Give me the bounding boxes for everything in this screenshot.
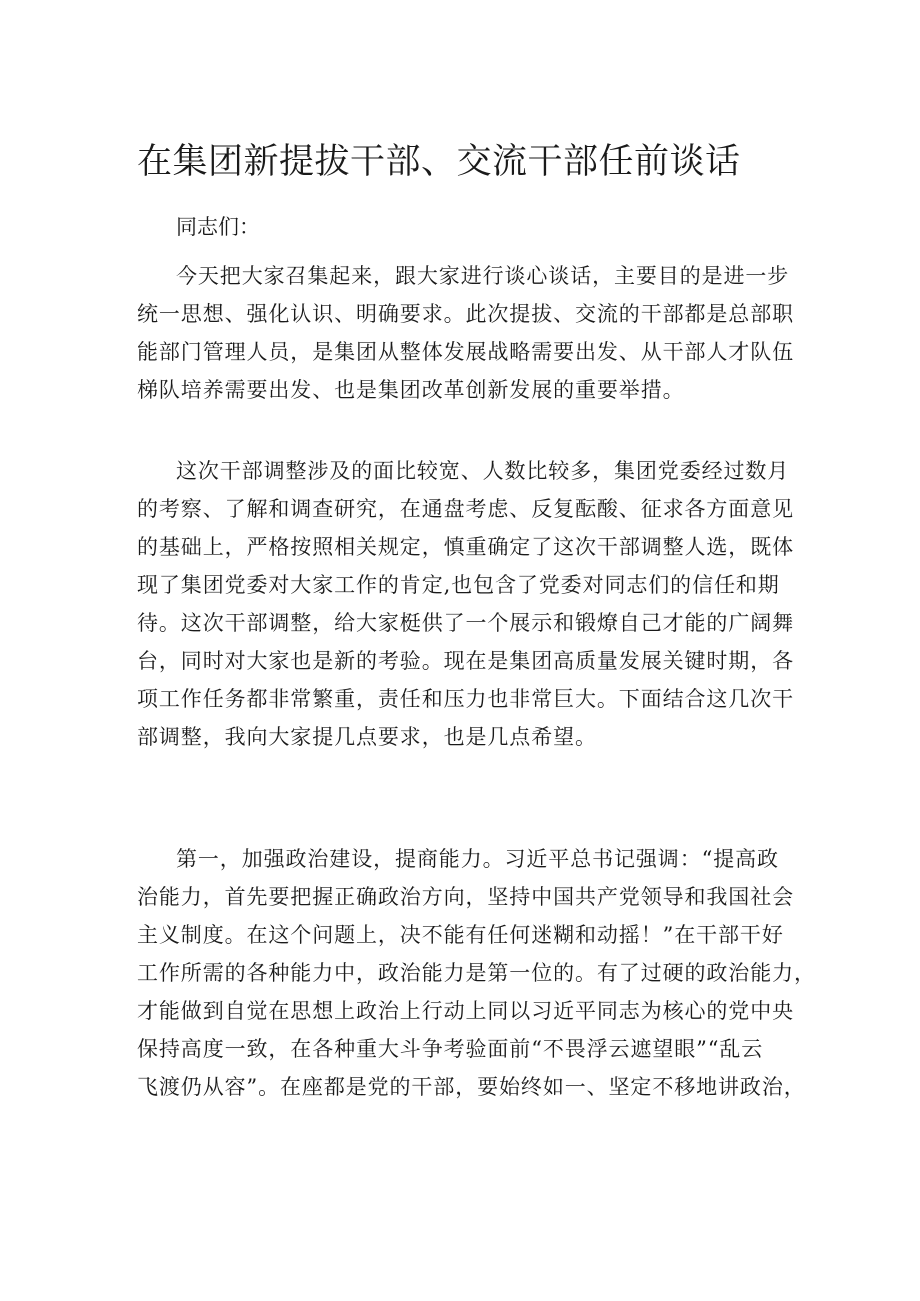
paragraph-1: [137, 257, 794, 409]
paragraph-line: 待。这次干部调整，给大家梃供了一个展示和锻燎自己才能的广阔舞: [137, 611, 794, 635]
paragraph-line: 的考察、了解和调查研究，在通盘考虑、反复酝酸、征求各方面意见: [137, 497, 794, 521]
document-title: 在集团新提拔干部、交流干部任前谈话: [137, 142, 741, 182]
paragraph-line: 的基础上，严格按照相关规定，慎重确定了这次干部调整人选，既体: [137, 535, 794, 559]
paragraph-line: 才能做到自觉在思想上政治上行动上同以习近平同志为核心的党中央: [137, 999, 794, 1023]
paragraph-line: 今天把大家召集起来，跟大家进行谈心谈话，主要目的是进一步: [176, 264, 790, 288]
paragraph-line: 工作所需的各种能力中，政治能力是第一位的。有了过硬的政治能力，: [137, 961, 816, 985]
paragraph-line: 治能力，首先要把握正确政治方向，坚持中国共产党领导和我国社会: [137, 885, 794, 909]
paragraph-line: 现了集团党委对大家工作的肯定,也包含了党委对同志们的信任和期: [137, 573, 780, 597]
paragraph-line: 梯队培养需要出发、也是集团改革创新发展的重要举措。: [137, 378, 685, 402]
paragraph-2: [137, 452, 794, 756]
paragraph-line: 保持高度一致，在各种重大斗争考验面前“不畏浮云遮望眼”“乱云: [137, 1037, 764, 1061]
paragraph-line: 主义制度。在这个问题上，决不能有任何迷糊和动摇！”在干部干好: [137, 923, 784, 947]
paragraph-line: 统一思想、强化认识、明确要求。此次提拔、交流的干部都是总部职: [137, 302, 794, 326]
paragraph-line: 项工作任务都非常繁重，责任和压力也非常巨大。下面结合这几次干: [137, 687, 794, 711]
paragraph-line: 台，同时对大家也是新的考验。现在是集团高质量发展关键时期，各: [137, 649, 794, 673]
paragraph-line: 部调整，我向大家提几点要求，也是几点希望。: [137, 725, 597, 749]
salutation: 同志们：: [176, 215, 260, 239]
paragraph-line: 第一，加强政治建设，提商能力。习近平总书记强调：“提高政: [176, 847, 779, 871]
paragraph-line: 能部门管理人员，是集团从整体发展战略需要出发、从干部人才队伍: [137, 340, 794, 364]
paragraph-3: [137, 840, 816, 1106]
paragraph-line: 这次干部调整涉及的面比较宽、人数比较多，集团党委经过数月: [176, 459, 790, 483]
paragraph-line: 飞渡仍从容”。在座都是党的干部，要始终如一、坚定不移地讲政治，: [137, 1075, 806, 1099]
